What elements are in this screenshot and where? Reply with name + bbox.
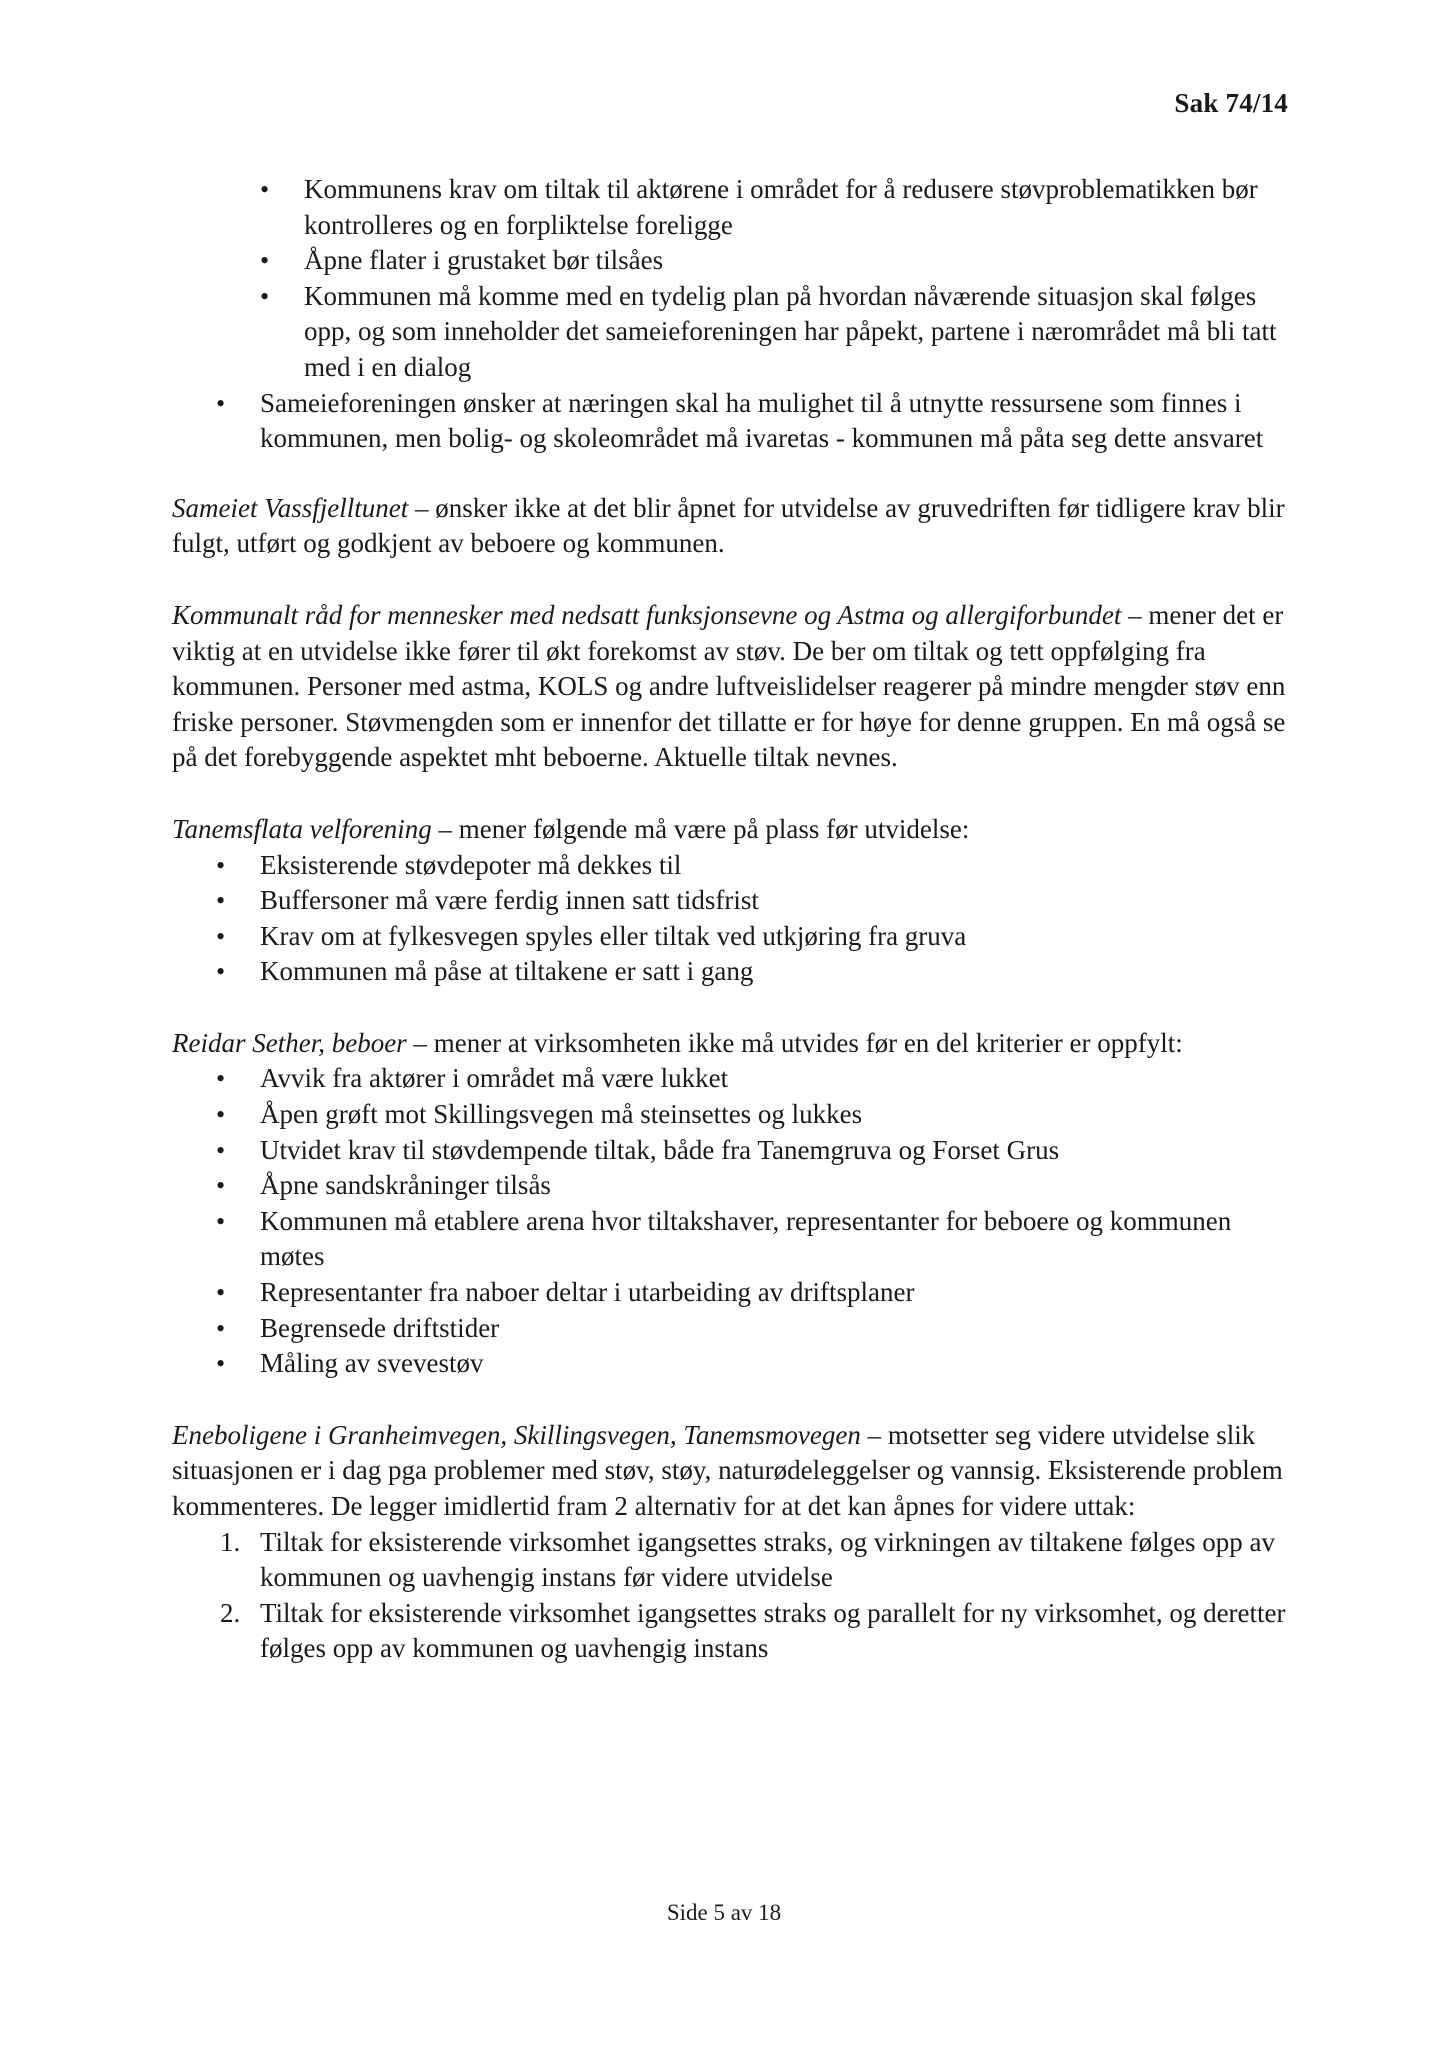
list-item-text: Buffersoner må være ferdig innen satt tidsfrist <box>260 885 759 916</box>
list-item <box>260 279 1292 386</box>
list-item-text: Kommunen må påse at tiltakene er satt i gang <box>260 956 754 987</box>
bullet-icon: • <box>216 850 226 880</box>
item-number: 2. <box>220 1597 241 1628</box>
list-item <box>216 1097 1292 1133</box>
list-item-text: Begrensede driftstider <box>260 1312 500 1343</box>
section-text: – mener det er viktig at en utvidelse ikke fører til økt forekomst av støv. De ber om tiltak og tett oppfølging fra kommunen. Personer med astma, KOLS og andre luftveislidelser reagerer på mindre mengder støv enn friske personer. Støvmengden som er innenfor det tillatte er for høye for denne gruppen. En må også se på det forebyggende aspektet mht beboerne. Aktuelle tiltak nevnes. <box>172 599 1286 773</box>
list-item <box>216 1311 1292 1347</box>
bullet-icon: • <box>216 1171 226 1201</box>
intro-sub-list <box>172 172 1292 386</box>
list-item-text: Åpen grøft mot Skillingsvegen må steinsettes og lukkes <box>260 1099 863 1130</box>
organization-name: Eneboligene i Granheimvegen, Skillingsvegen, Tanemsmovegen <box>172 1419 861 1450</box>
section-paragraph <box>172 491 1292 562</box>
item-number: 1. <box>220 1526 241 1557</box>
section-paragraph <box>172 1418 1292 1525</box>
list-item-text: Tiltak for eksisterende virksomhet igangsettes straks og parallelt for ny virksomhet, og deretter følges opp av kommunen og uavhengig instans <box>260 1597 1286 1664</box>
list-item-text: Representanter fra naboer deltar i utarbeiding av driftsplaner <box>260 1277 915 1308</box>
section-text: – motsetter seg videre utvidelse slik situasjonen er i dag pga problemer med støv, støy, naturødeleggelser og vannsig. Eksisterende problem kommenteres. De legger imidlertid fram 2 alternativ for at det kan åpnes for videre uttak: <box>172 1419 1283 1521</box>
list-item <box>216 1133 1292 1169</box>
list-item <box>216 954 1292 990</box>
list-item <box>260 243 1292 279</box>
list-item-text: Eksisterende støvdepoter må dekkes til <box>260 849 682 880</box>
bullet-icon: • <box>216 1206 226 1236</box>
section-text: – ønsker ikke at det blir åpnet for utvidelse av gruvedriften før tidligere krav blir fulgt, utført og godkjent av beboere og kommunen. <box>172 492 1285 559</box>
list-item <box>216 883 1292 919</box>
list-item <box>216 1204 1292 1275</box>
list-item-text: Åpne flater i grustaket bør tilsåes <box>304 245 664 276</box>
list-item-text: Måling av svevestøv <box>260 1348 484 1379</box>
list-item-text: Krav om at fylkesvegen spyles eller tiltak ved utkjøring fra gruva <box>260 920 967 951</box>
section-paragraph <box>172 1026 1292 1062</box>
organization-name: Sameiet Vassfjelltunet <box>172 492 409 523</box>
list-item <box>260 172 1292 243</box>
list-item <box>216 1061 1292 1097</box>
list-item <box>216 919 1292 955</box>
bullet-icon: • <box>216 957 226 987</box>
organization-name: Reidar Sether, beboer <box>172 1027 407 1058</box>
section-numbered-list <box>172 1525 1292 1667</box>
case-number: Sak 74/14 <box>1174 88 1288 118</box>
list-item <box>216 848 1292 884</box>
list-item-text: Kommunen må etablere arena hvor tiltakshaver, representanter for beboere og kommunen møtes <box>260 1205 1232 1272</box>
section-text: – mener følgende må være på plass før utvidelse: <box>431 813 970 844</box>
bullet-icon: • <box>216 921 226 951</box>
list-item-text: Avvik fra aktører i området må være lukket <box>260 1063 729 1094</box>
intro-top-list <box>172 386 1292 457</box>
bullet-icon: • <box>216 1064 226 1094</box>
bullet-icon: • <box>216 886 226 916</box>
bullet-icon: • <box>216 1313 226 1343</box>
list-item-text: Sameieforeningen ønsker at næringen skal ha mulighet til å utnytte ressursene som finnes i kommunen, men bolig- og skoleområdet må ivaretas - kommunen må påta seg dette ansvaret <box>260 387 1264 454</box>
bullet-icon: • <box>216 1278 226 1308</box>
bullet-icon: • <box>216 1135 226 1165</box>
organization-name: Tanemsflata velforening <box>172 813 432 844</box>
list-item <box>216 1346 1292 1382</box>
bullet-icon: • <box>260 246 270 276</box>
section-bullet-list <box>172 848 1292 990</box>
list-item-text: Kommunens krav om tiltak til aktørene i området for å redusere støvproblematikken bør kontrolleres og en forpliktelse foreligge <box>304 174 1258 240</box>
list-item <box>216 1168 1292 1204</box>
page-number: Side 5 av 18 <box>666 1900 782 1925</box>
bullet-icon: • <box>260 175 270 204</box>
list-item-text: Utvidet krav til støvdempende tiltak, både fra Tanemgruva og Forset Grus <box>260 1134 1060 1165</box>
bullet-icon: • <box>216 1349 226 1379</box>
bullet-icon: • <box>216 1100 226 1130</box>
bullet-icon: • <box>216 388 226 418</box>
list-item <box>216 386 1292 457</box>
numbered-item <box>220 1596 1292 1667</box>
document-body <box>172 172 1292 1667</box>
list-item-text: Åpne sandskråninger tilsås <box>260 1170 551 1201</box>
numbered-item <box>220 1525 1292 1596</box>
section-text: – mener at virksomheten ikke må utvides før en del kriterier er oppfylt: <box>406 1027 1183 1058</box>
section-paragraph <box>172 598 1292 776</box>
section-paragraph <box>172 812 1292 848</box>
organization-name: Kommunalt råd for mennesker med nedsatt funksjonsevne og Astma og allergiforbundet <box>172 599 1122 630</box>
list-item-text: Tiltak for eksisterende virksomhet igangsettes straks, og virkningen av tiltakene følges opp av kommunen og uavhengig instans før videre utvidelse <box>260 1526 1276 1593</box>
bullet-icon: • <box>260 281 270 311</box>
list-item-text: Kommunen må komme med en tydelig plan på hvordan nåværende situasjon skal følges opp, og som inneholder det sameieforeningen har påpekt, partene i nærområdet må bli tatt med i en dialog <box>304 280 1277 382</box>
list-item <box>216 1275 1292 1311</box>
section-bullet-list <box>172 1061 1292 1381</box>
